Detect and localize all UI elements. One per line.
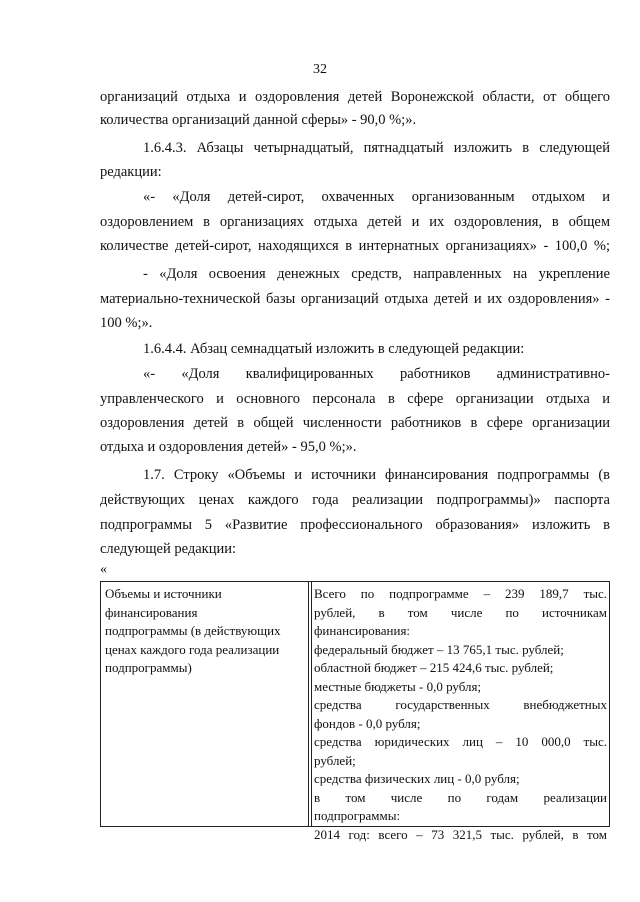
- table-cell-line: Всего по подпрограмме – 239 189,7 тыс.: [314, 586, 607, 601]
- table-cell-line: финансирования: [105, 604, 198, 620]
- body-line: количества организаций данной сферы» - 90,0 %;».: [100, 112, 417, 128]
- body-line: оздоровлением в организациях отдыха детей и их оздоровления, в общем: [100, 214, 610, 230]
- page-number: 32: [313, 62, 327, 77]
- quote-mark: «: [100, 562, 107, 577]
- table-cell-line: фондов - 0,0 рубля;: [314, 715, 421, 731]
- passport-table: [100, 581, 610, 842]
- body-line: подпрограммы 5 «Развитие профессионального образования» изложить в: [100, 517, 610, 533]
- table-cell-value: [314, 585, 607, 844]
- table-cell-line: областной бюджет – 215 424,6 тыс. рублей;: [314, 660, 554, 675]
- table-cell-line: федеральный бюджет – 13 765,1 тыс. рублей;: [314, 641, 564, 657]
- body-line: материально-технической базы организаций отдыха детей и их оздоровления» -: [100, 291, 610, 307]
- table-cell-line: Объемы и источники: [105, 586, 222, 601]
- table-cell-line: средства физических лиц - 0,0 рубля;: [314, 771, 520, 786]
- body-line: оздоровления детей в общей численности работников в сфере организации: [100, 415, 610, 431]
- table-cell-line: рублей, в том числе по источникам: [314, 604, 607, 620]
- table-cell-line: финансирования:: [314, 623, 411, 638]
- body-line: организаций отдыха и оздоровления детей Воронежской области, от общего: [100, 89, 610, 105]
- table-column-divider: [311, 582, 312, 826]
- table-cell-line: рублей;: [314, 752, 356, 768]
- table-cell-line: подпрограммы): [105, 660, 192, 675]
- body-line: «- «Доля квалифицированных работников административно-: [143, 366, 610, 382]
- body-line: 1.6.4.4. Абзац семнадцатый изложить в следующей редакции:: [143, 341, 525, 357]
- body-line: количестве детей-сирот, находящихся в интернатных организациях» - 100,0 %;: [100, 238, 610, 254]
- table-column-divider: [308, 582, 309, 826]
- table-cell-line: 2014 год: всего – 73 321,5 тыс. рублей, в том: [314, 826, 607, 842]
- body-line: - «Доля освоения денежных средств, направленных на укрепление: [143, 266, 610, 282]
- table-cell-line: средства юридических лиц – 10 000,0 тыс.: [314, 734, 607, 749]
- body-line: 1.7. Строку «Объемы и источники финансирования подпрограммы (в: [143, 467, 610, 483]
- table-cell-line: средства государственных внебюджетных: [314, 697, 607, 712]
- body-line: следующей редакции:: [100, 541, 237, 557]
- table-cell-line: местные бюджеты - 0,0 рубля;: [314, 678, 482, 694]
- body-line: отдыха и оздоровления детей» - 95,0 %;».: [100, 439, 357, 455]
- table-cell-label: [105, 585, 305, 678]
- body-line: 100 %;».: [100, 315, 153, 331]
- table-cell-line: подпрограммы (в действующих: [105, 623, 281, 638]
- table-cell-line: в том числе по годам реализации: [314, 789, 607, 805]
- table-cell-line: ценах каждого года реализации: [105, 641, 280, 657]
- table-cell-line: подпрограммы:: [314, 808, 401, 823]
- body-line: «- «Доля детей-сирот, охваченных организованным отдыхом и: [143, 189, 610, 205]
- body-line: действующих ценах каждого года реализации подпрограммы)» паспорта: [100, 492, 610, 508]
- body-line: 1.6.4.3. Абзацы четырнадцатый, пятнадцатый изложить в следующей: [143, 140, 610, 156]
- body-line: редакции:: [100, 164, 162, 180]
- body-line: управленческого и основного персонала в сфере организации отдыха и: [100, 391, 610, 407]
